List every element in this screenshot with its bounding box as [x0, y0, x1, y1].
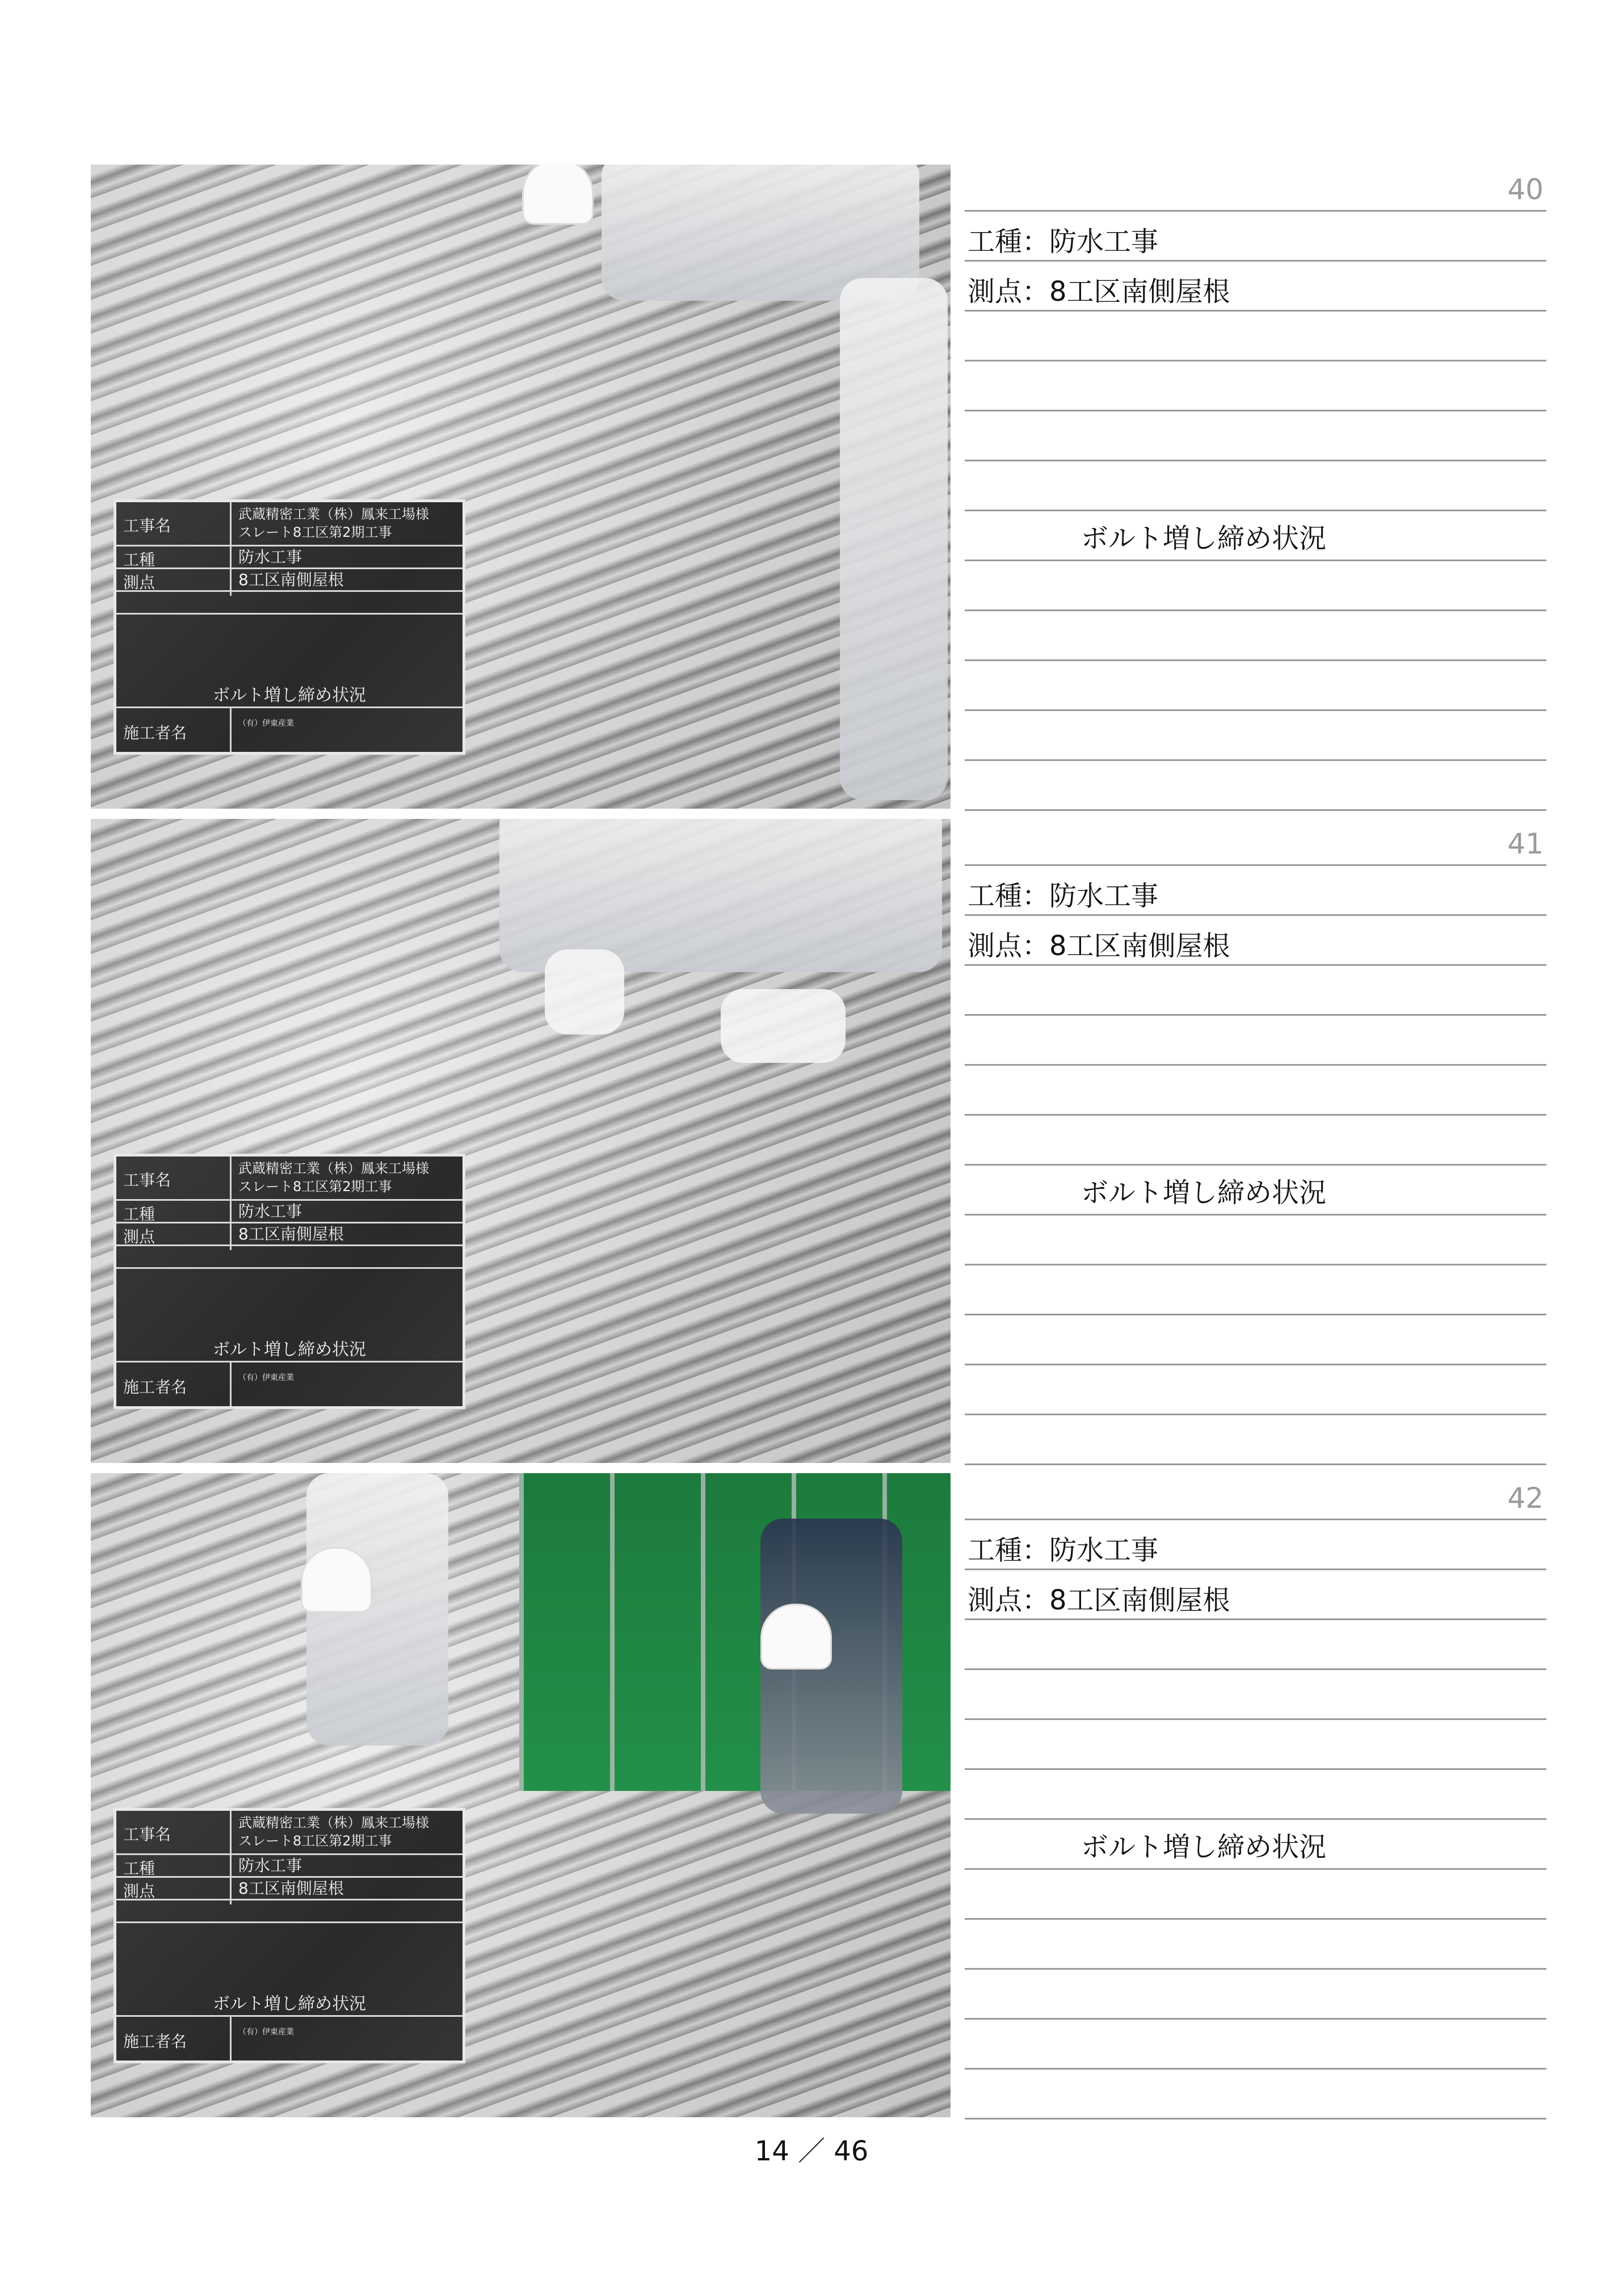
board-kouji-label: 工事名: [123, 1825, 171, 1844]
board-sekou-value: （有）伊東産業: [238, 2028, 294, 2037]
helmet-icon: [522, 165, 594, 225]
roof-photo: [91, 1473, 951, 2117]
photo-number: 42: [1507, 1482, 1544, 1515]
board-kouji-value-1: 武蔵精密工業（株）鳳来工場様: [238, 1160, 429, 1176]
site-blackboard: [113, 1154, 465, 1409]
photo-caption: ボルト増し締め状況: [1081, 1831, 1327, 1863]
board-kouji-value-2: スレート8工区第2期工事: [238, 1179, 392, 1195]
worker-legs: [840, 278, 948, 800]
board-sokuten-value: 8工区南側屋根: [238, 1225, 344, 1243]
helmet-icon: [760, 1604, 832, 1670]
board-koushu-value: 防水工事: [238, 1202, 302, 1221]
board-sokuten-label: 測点: [123, 1227, 155, 1246]
board-kouji-label: 工事名: [123, 516, 171, 535]
photo-entry-40: [0, 165, 1623, 817]
board-kouji-value-2: スレート8工区第2期工事: [238, 524, 392, 540]
board-sekou-label: 施工者名: [123, 724, 187, 742]
photo-number: 41: [1507, 827, 1544, 860]
board-kouji-value-1: 武蔵精密工業（株）鳳来工場様: [238, 1815, 429, 1831]
board-koushu-label: 工種: [123, 1859, 155, 1878]
site-blackboard: [113, 499, 465, 755]
board-koushu-label: 工種: [123, 550, 155, 569]
koushu-line: 工種：防水工事: [968, 1534, 1159, 1566]
board-sokuten-label: 測点: [123, 1882, 155, 1900]
board-sekou-value: （有）伊東産業: [238, 1373, 294, 1382]
board-kouji-value-1: 武蔵精密工業（株）鳳来工場様: [238, 506, 429, 522]
board-sokuten-value: 8工区南側屋根: [238, 1879, 344, 1898]
board-sekou-label: 施工者名: [123, 1378, 187, 1397]
photo-caption: ボルト増し締め状況: [1081, 1177, 1327, 1209]
photo-entry-42: [0, 1473, 1623, 2126]
sokuten-line: 測点：8工区南側屋根: [968, 930, 1230, 962]
board-kouji-value-2: スレート8工区第2期工事: [238, 1833, 392, 1849]
board-koushu-value: 防水工事: [238, 1856, 302, 1875]
site-blackboard: [113, 1808, 465, 2063]
roof-photo: [91, 165, 951, 809]
board-sekou-value: （有）伊東産業: [238, 719, 294, 728]
glove-right: [721, 989, 846, 1063]
page-indicator: 14 ／ 46: [754, 2135, 869, 2167]
board-koushu-value: 防水工事: [238, 548, 302, 566]
board-sekou-label: 施工者名: [123, 2032, 187, 2051]
roof-photo: [91, 819, 951, 1463]
board-kouji-label: 工事名: [123, 1171, 171, 1189]
board-koushu-label: 工種: [123, 1205, 155, 1223]
koushu-line: 工種：防水工事: [968, 226, 1159, 258]
photo-entry-41: [0, 819, 1623, 1471]
glove-left: [545, 949, 624, 1035]
board-sokuten-value: 8工区南側屋根: [238, 570, 344, 589]
koushu-line: 工種：防水工事: [968, 880, 1159, 912]
photo-number: 40: [1507, 173, 1544, 206]
board-content: ボルト増し締め状況: [213, 686, 366, 705]
board-sokuten-label: 測点: [123, 573, 155, 592]
photo-caption: ボルト増し締め状況: [1081, 523, 1327, 554]
helmet-icon: [301, 1547, 372, 1613]
board-content: ボルト増し締め状況: [213, 1340, 366, 1360]
sokuten-line: 測点：8工区南側屋根: [968, 276, 1230, 308]
sokuten-line: 測点：8工区南側屋根: [968, 1584, 1230, 1616]
board-content: ボルト増し締め状況: [213, 1994, 366, 2014]
